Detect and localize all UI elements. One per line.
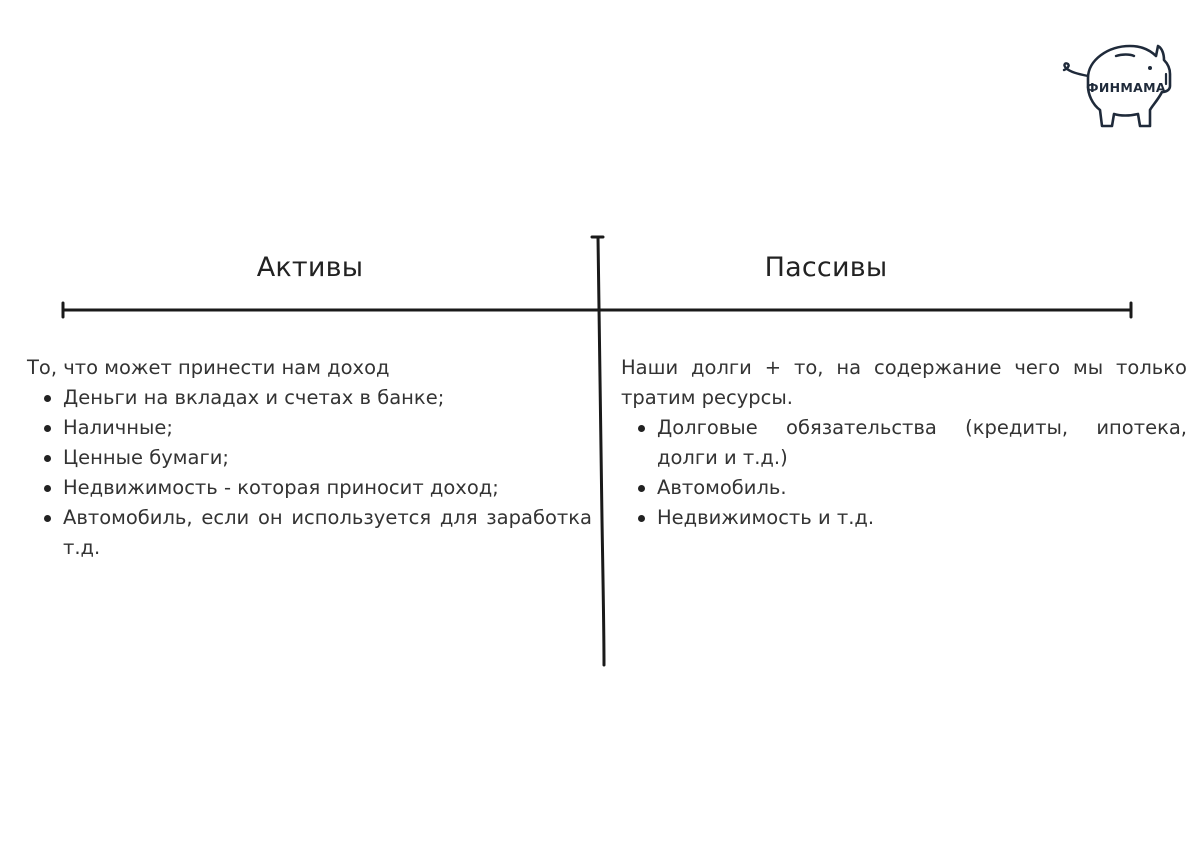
assets-intro: То, что может принести нам доход: [27, 356, 390, 379]
liabilities-intro: Наши долги + то, на содержание чего мы только тратим ресурсы.: [621, 356, 1187, 409]
logo-text: ФИНМАМА: [1086, 80, 1166, 95]
list-item: Недвижимость и т.д.: [621, 503, 1187, 533]
assets-column: [27, 353, 592, 563]
liabilities-heading: Пассивы: [764, 252, 888, 283]
liabilities-column: [621, 353, 1187, 533]
assets-heading: Активы: [256, 252, 364, 283]
list-item: Автомобиль, если он используется для заработка т.д.: [27, 503, 592, 563]
list-item: Ценные бумаги;: [27, 443, 592, 473]
list-item: Долговые обязательства (кредиты, ипотека, долги и т.д.): [621, 413, 1187, 473]
list-item: Наличные;: [27, 413, 592, 443]
list-item: Автомобиль.: [621, 473, 1187, 503]
assets-list: [27, 383, 592, 563]
list-item: Недвижимость - которая приносит доход;: [27, 473, 592, 503]
list-item: Деньги на вкладах и счетах в банке;: [27, 383, 592, 413]
vertical-divider: [598, 237, 604, 665]
liabilities-list: [621, 413, 1187, 533]
